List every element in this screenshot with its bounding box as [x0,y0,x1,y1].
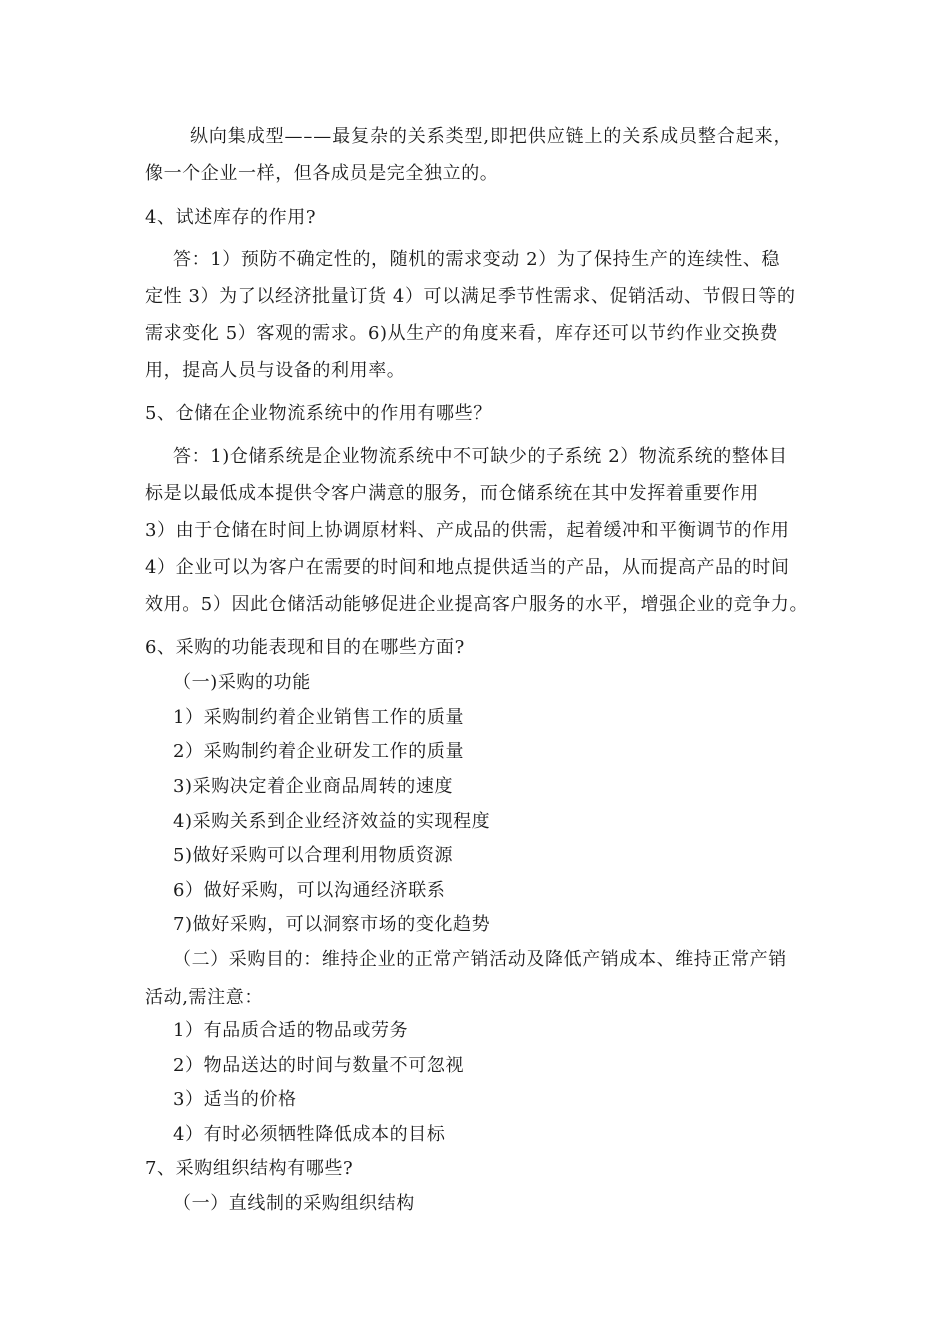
answer-5-line-5: 效用。5）因此仓储活动能够促进企业提高客户服务的水平，增强企业的竞争力。 [145,594,809,615]
function-item-7: 7)做好采购，可以洞察市场的变化趋势 [173,914,491,935]
function-item-3: 3)采购决定着企业商品周转的速度 [173,776,454,797]
section-purchasing-goals-line-2: 活动,需注意： [145,987,263,1008]
function-item-1: 1）采购制约着企业销售工作的质量 [173,707,465,728]
answer-5-line-2: 标是以最低成本提供令客户满意的服务，而仓储系统在其中发挥着重要作用 [145,483,759,504]
question-6-heading: 6、采购的功能表现和目的在哪些方面? [145,637,465,658]
answer-5-line-1: 答：1)仓储系统是企业物流系统中不可缺少的子系统 2）物流系统的整体目 [173,446,788,467]
section-line-organization-heading: （一）直线制的采购组织结构 [173,1193,415,1214]
function-item-6: 6）做好采购，可以沟通经济联系 [173,880,446,901]
goal-item-1: 1）有品质合适的物品或劳务 [173,1020,409,1041]
function-item-5: 5)做好采购可以合理利用物质资源 [173,845,454,866]
question-5-heading: 5、仓储在企业物流系统中的作用有哪些？ [145,403,492,424]
goal-item-4: 4）有时必须牺牲降低成本的目标 [173,1124,446,1145]
answer-4-line-1: 答：1）预防不确定性的，随机的需求变动 2）为了保持生产的连续性、稳 [173,249,781,270]
function-item-2: 2）采购制约着企业研发工作的质量 [173,741,465,762]
answer-5-line-4: 4）企业可以为客户在需要的时间和地点提供适当的产品，从而提高产品的时间 [145,557,790,578]
function-item-4: 4)采购关系到企业经济效益的实现程度 [173,811,491,832]
goal-item-2: 2）物品送达的时间与数量不可忽视 [173,1055,465,1076]
paragraph-vertical-integration-line-2: 像一个企业一样，但各成员是完全独立的。 [145,163,499,184]
paragraph-vertical-integration-line-1: 纵向集成型—–—最复杂的关系类型,即把供应链上的关系成员整合起来， [190,126,793,147]
question-4-heading: 4、试述库存的作用? [145,207,317,228]
answer-4-line-3: 需求变化 5）客观的需求。6)从生产的角度来看，库存还可以节约作业交换费 [145,323,779,344]
section-purchasing-functions-heading: （一)采购的功能 [173,672,311,693]
answer-5-line-3: 3）由于仓储在时间上协调原材料、产成品的供需，起着缓冲和平衡调节的作用 [145,520,790,541]
answer-4-line-4: 用，提高人员与设备的利用率。 [145,360,406,381]
section-purchasing-goals-line-1: （二）采购目的：维持企业的正常产销活动及降低产销成本、维持正常产销 [173,949,787,970]
goal-item-3: 3）适当的价格 [173,1089,297,1110]
answer-4-line-2: 定性 3）为了以经济批量订货 4）可以满足季节性需求、促销活动、节假日等的 [145,286,796,307]
question-7-heading: 7、采购组织结构有哪些? [145,1158,354,1179]
